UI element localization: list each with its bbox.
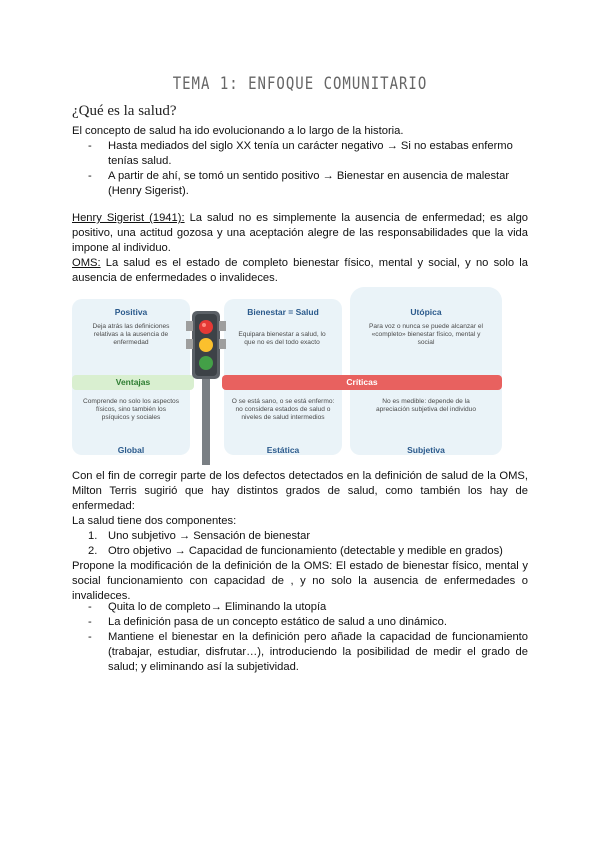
list-marker: 1. (88, 530, 98, 542)
subjetiva-text: No es medible: depende de la apreciación subjetiva del individuo (375, 398, 477, 413)
list-marker: - (88, 140, 92, 152)
bienestar-text: Equipara bienestar a salud, lo que no es del todo exacto (238, 331, 326, 346)
oms-definition-infographic (72, 287, 502, 465)
utopica-title: Utópica (410, 307, 442, 317)
list-item (88, 139, 528, 169)
list-item-text: Hasta mediados del siglo XX tenía un carácter negativo → Si no estabas enfermo tenías salud. (108, 140, 513, 167)
subjetiva-title: Subjetiva (407, 445, 445, 455)
estatica-text: O se está sano, o se está enfermo: no considera estados de salud o niveles de salud intermedios (231, 398, 335, 421)
positiva-text: Deja atrás las definiciones relativas a la ausencia de enfermedad (92, 323, 170, 346)
list-item-text: La definición pasa de un concepto estático de salud a uno dinámico. (108, 616, 447, 628)
list-marker: - (88, 170, 92, 182)
terris-paragraph: Con el fin de corregir parte de los defectos detectados en la definición de salud de la OMS, Milton Terris sugirió que hay distintos grados de salud, como también los hay de enfermedad: (72, 470, 528, 512)
list-item-text: Quita lo de completo→ Eliminando la utopía (108, 601, 327, 613)
list-item (88, 630, 528, 675)
list-marker: - (88, 601, 92, 613)
list-item-text: Mantiene el bienestar en la definición pero añade la capacidad de funcionamiento (trabajar, estudiar, disfrutar…), introduciendo la posibilidad de medir el grado de salud; y eliminando así la subjetividad. (108, 631, 528, 673)
utopica-text: Para voz o nunca se puede alcanzar el «completo» bienestar físico, mental y social (369, 323, 483, 346)
list-marker: - (88, 631, 92, 643)
list-item-text: A partir de ahí, se tomó un sentido positivo → Bienestar en ausencia de malestar (Henry Sigerist). (108, 170, 510, 197)
positiva-title: Positiva (114, 307, 148, 317)
list-item (88, 600, 528, 615)
global-text: Comprende no solo los aspectos físicos, sino también los psíquicos y sociales (82, 398, 180, 421)
oms-paragraph (72, 256, 528, 286)
list-item (88, 529, 528, 544)
page-title: TEMA 1: ENFOQUE COMUNITARIO (172, 74, 428, 94)
section-heading: ¿Qué es la salud? (72, 103, 177, 119)
sigerist-text: La salud no es simplemente la ausencia de enfermedad; es algo positivo, una actitud gozosa y una aceptación alegre de las responsabilidades que la vida impone al individuo. (72, 212, 529, 254)
criticas-bar: Críticas (222, 375, 502, 390)
list-item-text: Uno subjetivo → Sensación de bienestar (108, 530, 311, 542)
estatica-title: Estática (266, 445, 300, 455)
ventajas-bar: Ventajas (72, 375, 194, 390)
list-item (88, 544, 528, 559)
oms-text: La salud es el estado de completo bienestar físico, mental y social, y no solo la ausencia de enfermedades o invalideces. (72, 257, 528, 284)
components-intro: La salud tiene dos componentes: (72, 515, 237, 527)
sigerist-paragraph (72, 211, 528, 256)
sigerist-label: Henry Sigerist (1941): (72, 212, 185, 224)
list-marker: 2. (88, 545, 98, 557)
oms-label: OMS: (72, 257, 101, 269)
global-title: Global (117, 445, 145, 455)
bienestar-title: Bienestar = Salud (247, 307, 319, 317)
intro-paragraph: El concepto de salud ha ido evolucionando a lo largo de la historia. (72, 125, 404, 137)
traffic-light-icon (184, 309, 228, 465)
proposal-paragraph: Propone la modificación de la definición de la OMS: El estado de bienestar físico, mental y social funcionamiento con capacidad de , y no solo la ausencia de enfermedades o invalideces. (72, 560, 528, 602)
list-item (88, 169, 528, 199)
list-item (88, 615, 528, 630)
list-item-text: Otro objetivo → Capacidad de funcionamiento (detectable y medible en grados) (108, 545, 503, 557)
list-marker: - (88, 616, 92, 628)
